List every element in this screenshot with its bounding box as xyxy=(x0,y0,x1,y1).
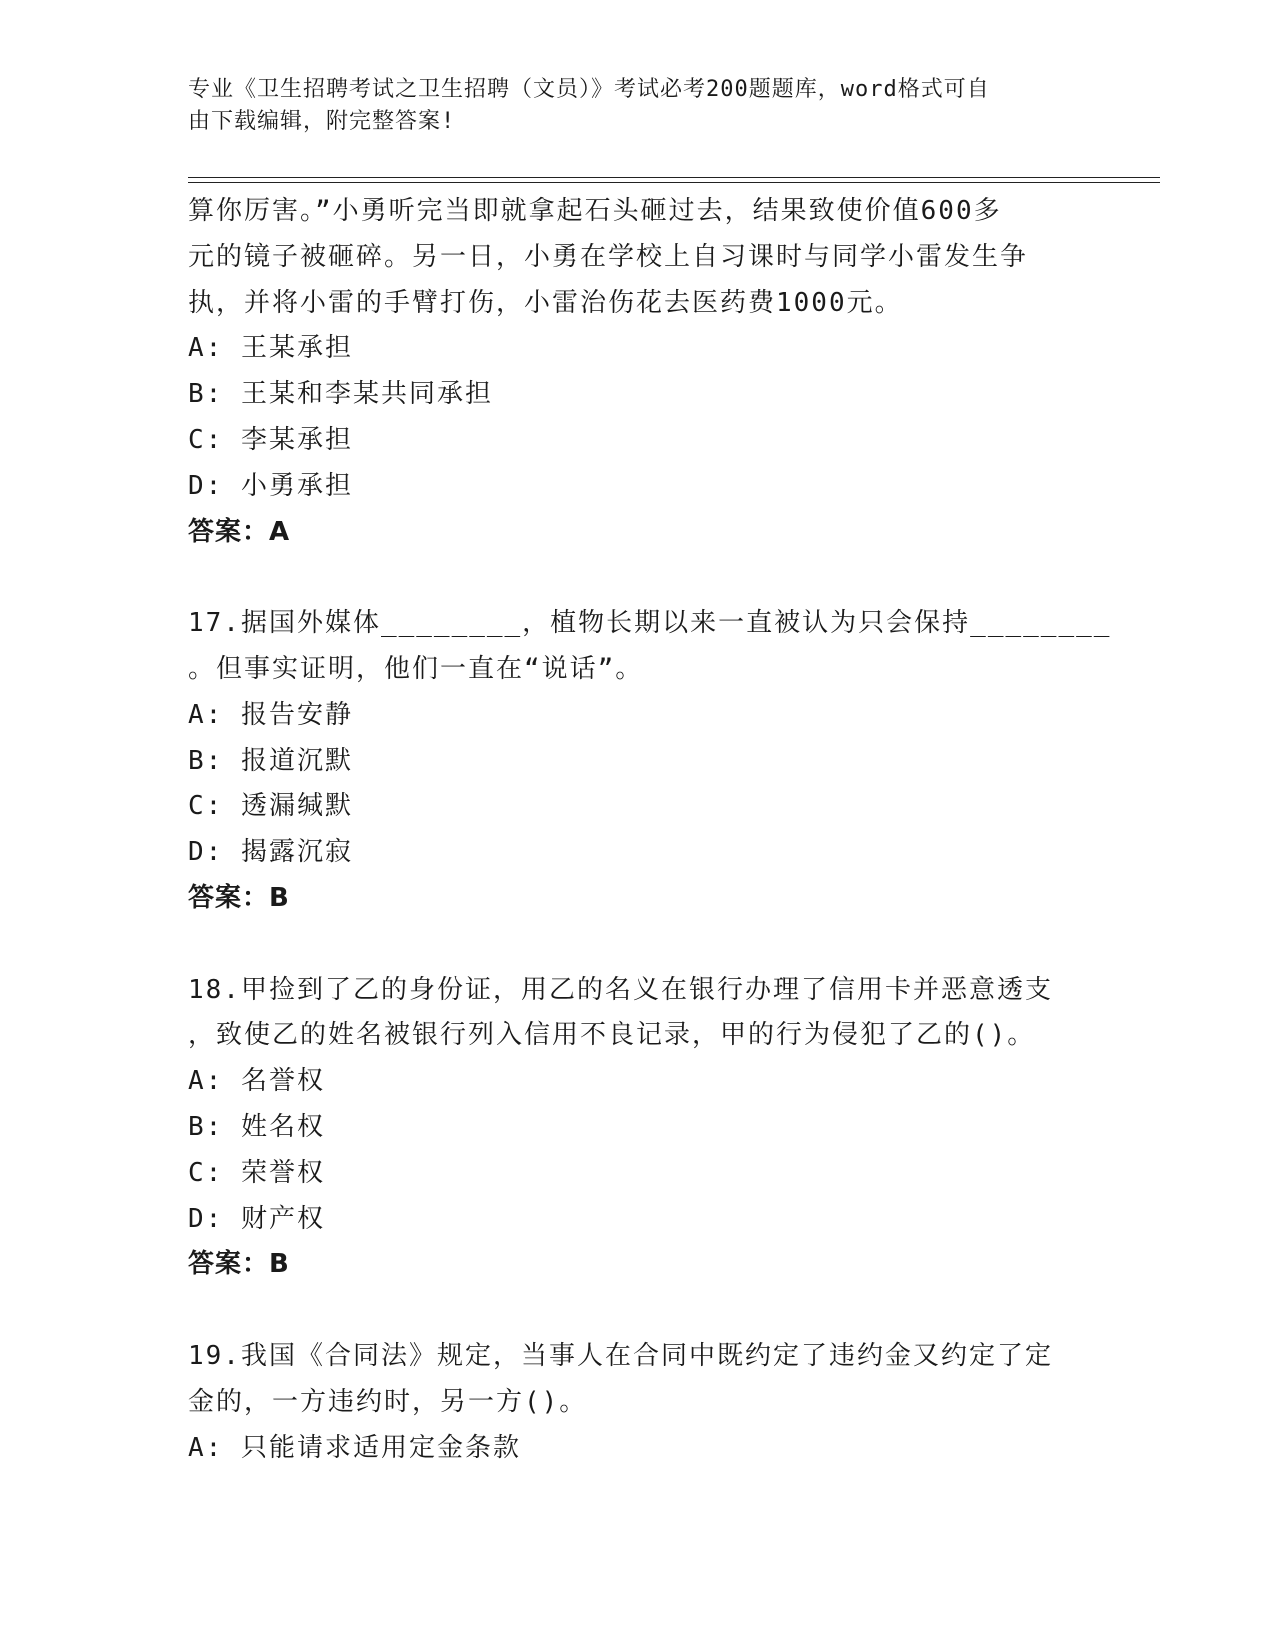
option-b: B: 王某和李某共同承担 xyxy=(188,379,493,410)
option-b: B: 报道沉默 xyxy=(188,745,353,776)
question-text-line: 元的镜子被砸碎。另一日，小勇在学校上自习课时与同学小雷发生争 xyxy=(188,241,1029,272)
question-text-line: 18.甲捡到了乙的身份证，用乙的名义在银行办理了信用卡并恶意透支 xyxy=(188,974,1053,1005)
question-text-line: 算你厉害。”小勇听完当即就拿起石头砸过去，结果致使价值600多 xyxy=(188,196,1002,226)
spacer xyxy=(188,922,1088,968)
answer-line: 答案：B xyxy=(188,882,290,913)
answer-line: 答案：B xyxy=(188,1249,290,1280)
question-18 xyxy=(188,968,1088,1289)
question-text-line: 执，并将小雷的手臂打伤，小雷治伤花去医药费1000元。 xyxy=(188,287,903,318)
question-text-line: 金的，一方违约时，另一方()。 xyxy=(188,1386,588,1417)
question-text-line: 17.据国外媒体________，植物长期以来一直被认为只会保持________ xyxy=(188,608,1112,639)
option-d: D: 小勇承担 xyxy=(188,470,353,501)
question-text-line: 19.我国《合同法》规定，当事人在合同中既约定了违约金又约定了定 xyxy=(188,1340,1053,1371)
option-a: A: 名誉权 xyxy=(188,1066,325,1097)
option-a: A: 报告安静 xyxy=(188,699,353,730)
header-line-1: 专业《卫生招聘考试之卫生招聘（文员）》考试必考200题题库，word格式可自 xyxy=(188,77,990,102)
option-b: B: 姓名权 xyxy=(188,1111,325,1142)
question-body xyxy=(188,189,1112,1471)
spacer xyxy=(188,1288,1088,1334)
document-header xyxy=(188,74,1068,138)
answer-line: 答案：A xyxy=(188,516,291,547)
option-d: D: 财产权 xyxy=(188,1203,325,1234)
question-17 xyxy=(188,601,1112,922)
question-text-line: ，致使乙的姓名被银行列入信用不良记录，甲的行为侵犯了乙的()。 xyxy=(188,1020,1036,1051)
header-line-2: 由下载编辑，附完整答案! xyxy=(188,109,456,134)
question-19 xyxy=(188,1334,1088,1471)
option-d: D: 揭露沉寂 xyxy=(188,837,353,868)
header-rule-top xyxy=(188,177,1160,178)
question-text-line: 。但事实证明，他们一直在“说话”。 xyxy=(188,653,644,684)
option-c: C: 荣誉权 xyxy=(188,1157,325,1188)
option-a: A: 王某承担 xyxy=(188,333,353,364)
option-c: C: 透漏缄默 xyxy=(188,791,353,822)
question-16-tail xyxy=(188,189,1088,555)
option-a: A: 只能请求适用定金条款 xyxy=(188,1432,521,1463)
header-rule-bottom xyxy=(188,182,1160,183)
spacer xyxy=(188,555,1088,601)
option-c: C: 李某承担 xyxy=(188,424,353,455)
